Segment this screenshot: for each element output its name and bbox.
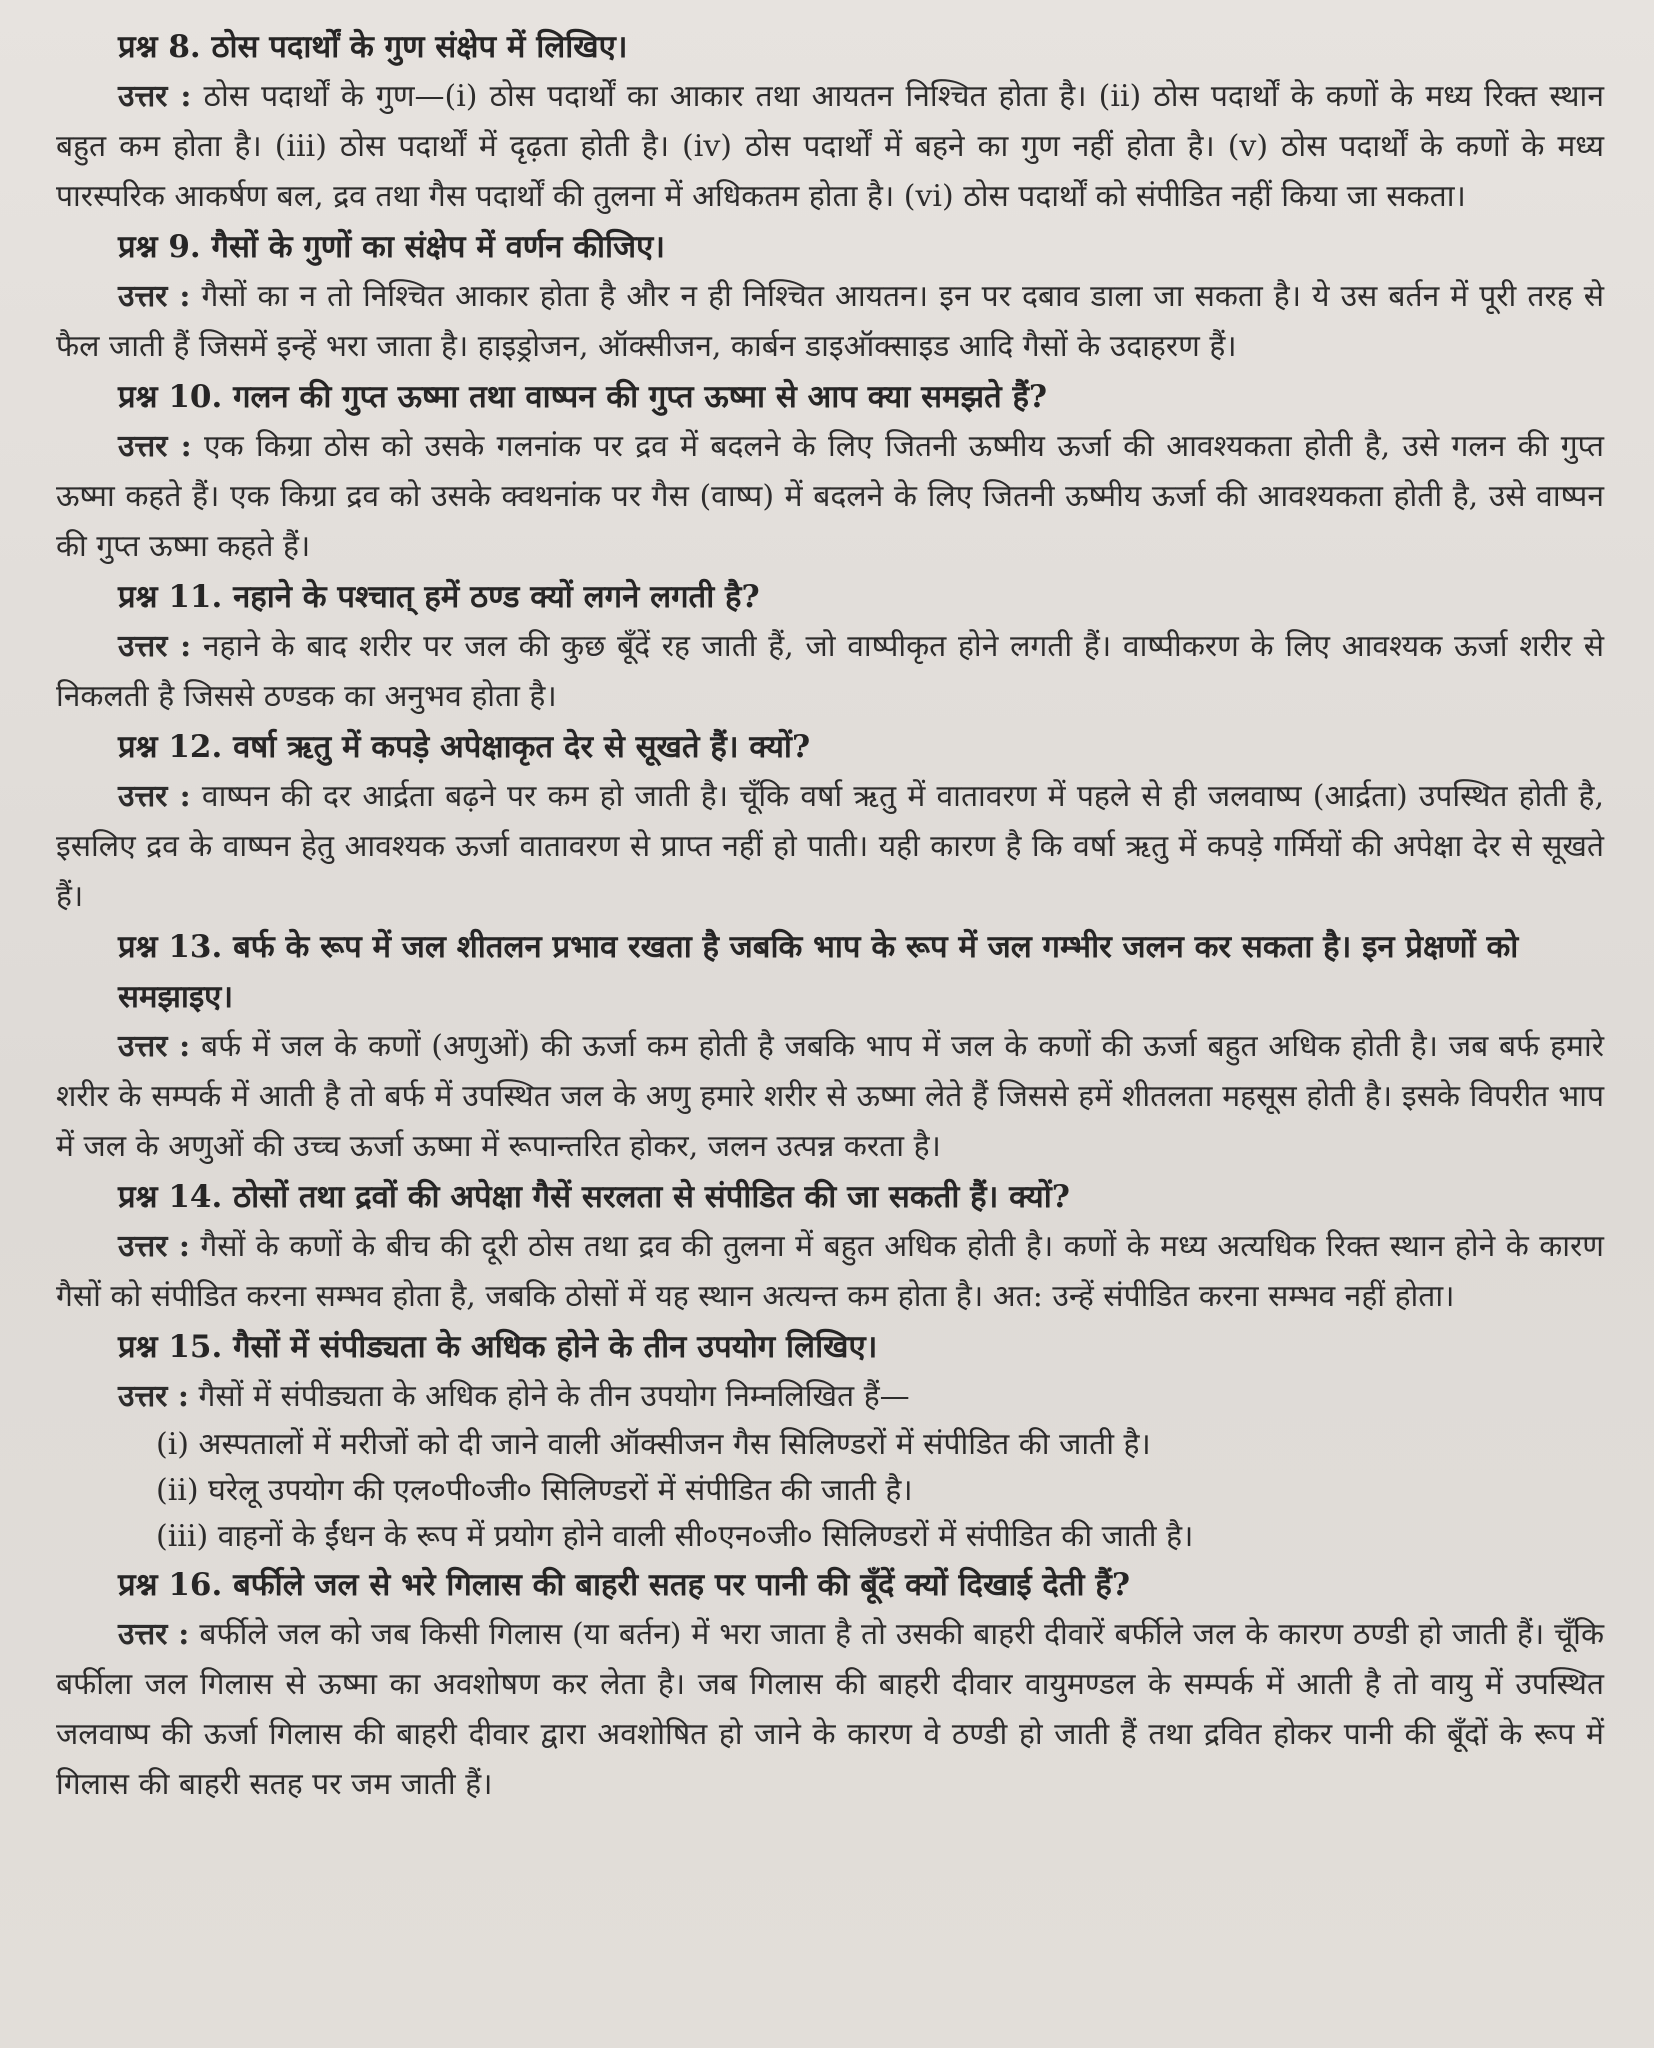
question-heading: प्रश्न 14. ठोसों तथा द्रवों की अपेक्षा गैसें सरलता से संपीडित की जा सकती हैं। क्यों? xyxy=(118,1179,1070,1215)
list-item: (iii) वाहनों के ईंधन के रूप में प्रयोग होने वाली सी०एन०जी० सिलिण्डरों में संपीडित की जाती है। xyxy=(156,1519,1194,1554)
qa-block-10 xyxy=(56,372,1604,572)
question-heading: प्रश्न 9. गैसों के गुणों का संक्षेप में वर्णन कीजिए। xyxy=(118,229,665,265)
answer-label: उत्तर : xyxy=(118,279,191,314)
answer-paragraph xyxy=(56,422,1604,572)
answer-text: बर्फीले जल को जब किसी गिलास (या बर्तन) में भरा जाता है तो उसकी बाहरी दीवारें बर्फीले जल के कारण ठण्डी हो जाती हैं। चूँकि बर्फीला जल गिलास से ऊष्मा का अवशोषण कर लेता है। जब गिलास की बाहरी दीवार वायुमण्डल के सम्पर्क में आती है तो वायु में उपस्थित जलवाष्प की ऊर्जा गिलास की बाहरी दीवार द्वारा अवशोषित हो जाने के कारण वे ठण्डी हो जाती हैं तथा द्रवित होकर पानी की बूँदों के रूप में गिलास की बाहरी सतह पर जम जाती हैं। xyxy=(56,1617,1604,1802)
qa-block-12 xyxy=(56,722,1604,922)
answer-paragraph xyxy=(56,72,1604,222)
qa-block-11 xyxy=(56,572,1604,722)
question-heading: प्रश्न 13. बर्फ के रूप में जल शीतलन प्रभाव रखता है जबकि भाप के रूप में जल गम्भीर जलन कर सकता है। इन प्रेक्षणों को समझाइए। xyxy=(118,929,1519,1015)
answer-paragraph xyxy=(56,272,1604,372)
answer-label: उत्तर : xyxy=(118,429,192,464)
answer-text: बर्फ में जल के कणों (अणुओं) की ऊर्जा कम होती है जबकि भाप में जल के कणों की ऊर्जा बहुत अधिक होती है। जब बर्फ हमारे शरीर के सम्पर्क में आती है तो बर्फ में उपस्थित जल के अणु हमारे शरीर से ऊष्मा लेते हैं जिससे हमें शीतलता महसूस होती है। इसके विपरीत भाप में जल के अणुओं की उच्च ऊर्जा ऊष्मा में रूपान्तरित होकर, जलन उत्पन्न करता है। xyxy=(56,1029,1604,1164)
answer-text: नहाने के बाद शरीर पर जल की कुछ बूँदें रह जाती हैं, जो वाष्पीकृत होने लगती हैं। वाष्पीकरण के लिए आवश्यक ऊर्जा शरीर से निकलती है जिससे ठण्डक का अनुभव होता है। xyxy=(56,629,1604,714)
answer-text: ठोस पदार्थों के गुण—(i) ठोस पदार्थों का आकार तथा आयतन निश्चित होता है। (ii) ठोस पदार्थों के कणों के मध्य रिक्त स्थान बहुत कम होता है। (iii) ठोस पदार्थों में दृढ़ता होती है। (iv) ठोस पदार्थों में बहने का गुण नहीं होता है। (v) ठोस पदार्थों के कणों के मध्य पारस्परिक आकर्षण बल, द्रव तथा गैस पदार्थों की तुलना में अधिकतम होता है। (vi) ठोस पदार्थों को संपीडित नहीं किया जा सकता। xyxy=(56,79,1604,214)
answer-paragraph xyxy=(56,1022,1604,1172)
question-heading: प्रश्न 10. गलन की गुप्त ऊष्मा तथा वाष्पन की गुप्त ऊष्मा से आप क्या समझते हैं? xyxy=(118,379,1048,415)
answer-paragraph xyxy=(56,1372,1604,1422)
list-item: (ii) घरेलू उपयोग की एल०पी०जी० सिलिण्डरों में संपीडित की जाती है। xyxy=(156,1473,913,1508)
answer-paragraph xyxy=(56,1222,1604,1322)
question-heading: प्रश्न 15. गैसों में संपीड्यता के अधिक होने के तीन उपयोग लिखिए। xyxy=(118,1329,878,1365)
answer-paragraph xyxy=(56,622,1604,722)
answer-paragraph xyxy=(56,772,1604,922)
answer-label: उत्तर : xyxy=(118,629,192,664)
answer-text: वाष्पन की दर आर्द्रता बढ़ने पर कम हो जाती है। चूँकि वर्षा ऋतु में वातावरण में पहले से ही जलवाष्प (आर्द्रता) उपस्थित होती है, इसलिए द्रव के वाष्पन हेतु आवश्यक ऊर्जा वातावरण से प्राप्त नहीं हो पाती। यही कारण है कि वर्षा ऋतु में कपड़े गर्मियों की अपेक्षा देर से सूखते हैं। xyxy=(56,779,1604,914)
qa-block-16 xyxy=(56,1560,1604,1810)
answer-label: उत्तर : xyxy=(118,1229,190,1264)
qa-block-14 xyxy=(56,1172,1604,1322)
list-item: (i) अस्पतालों में मरीजों को दी जाने वाली ऑक्सीजन गैस सिलिण्डरों में संपीडित की जाती है। xyxy=(156,1427,1151,1462)
qa-block-8 xyxy=(56,22,1604,222)
answer-label: उत्तर : xyxy=(118,1029,191,1064)
answer-label: उत्तर : xyxy=(118,779,191,814)
answer-label: उत्तर : xyxy=(118,1379,189,1414)
answer-text: गैसों का न तो निश्चित आकार होता है और न ही निश्चित आयतन। इन पर दबाव डाला जा सकता है। ये उस बर्तन में पूरी तरह से फैल जाती हैं जिसमें इन्हें भरा जाता है। हाइड्रोजन, ऑक्सीजन, कार्बन डाइऑक्साइड आदि गैसों के उदाहरण हैं। xyxy=(56,279,1604,364)
question-heading: प्रश्न 16. बर्फीले जल से भरे गिलास की बाहरी सतह पर पानी की बूँदें क्यों दिखाई देती हैं? xyxy=(118,1567,1130,1603)
qa-block-15 xyxy=(56,1322,1604,1560)
uses-list xyxy=(56,1422,1604,1560)
answer-label: उत्तर : xyxy=(118,1617,190,1652)
answer-text: गैसों में संपीड्यता के अधिक होने के तीन उपयोग निम्नलिखित हैं— xyxy=(198,1379,910,1414)
answer-label: उत्तर : xyxy=(118,79,192,114)
answer-paragraph xyxy=(56,1610,1604,1810)
question-heading: प्रश्न 8. ठोस पदार्थों के गुण संक्षेप में लिखिए। xyxy=(118,29,628,65)
qa-block-9 xyxy=(56,222,1604,372)
qa-block-13 xyxy=(56,922,1604,1172)
answer-text: गैसों के कणों के बीच की दूरी ठोस तथा द्रव की तुलना में बहुत अधिक होती है। कणों के मध्य अत्यधिक रिक्त स्थान होने के कारण गैसों को संपीडित करना सम्भव होता है, जबकि ठोसों में यह स्थान अत्यन्त कम होता है। अत: उन्हें संपीडित करना सम्भव नहीं होता। xyxy=(56,1229,1604,1314)
question-heading: प्रश्न 12. वर्षा ऋतु में कपड़े अपेक्षाकृत देर से सूखते हैं। क्यों? xyxy=(118,729,811,765)
question-heading: प्रश्न 11. नहाने के पश्चात् हमें ठण्ड क्यों लगने लगती है? xyxy=(118,579,760,615)
answer-text: एक किग्रा ठोस को उसके गलनांक पर द्रव में बदलने के लिए जितनी ऊष्मीय ऊर्जा की आवश्यकता होती है, उसे गलन की गुप्त ऊष्मा कहते हैं। एक किग्रा द्रव को उसके क्वथनांक पर गैस (वाष्प) में बदलने के लिए जितनी ऊष्मीय ऊर्जा की आवश्यकता होती है, उसे वाष्पन की गुप्त ऊष्मा कहते हैं। xyxy=(56,429,1604,564)
